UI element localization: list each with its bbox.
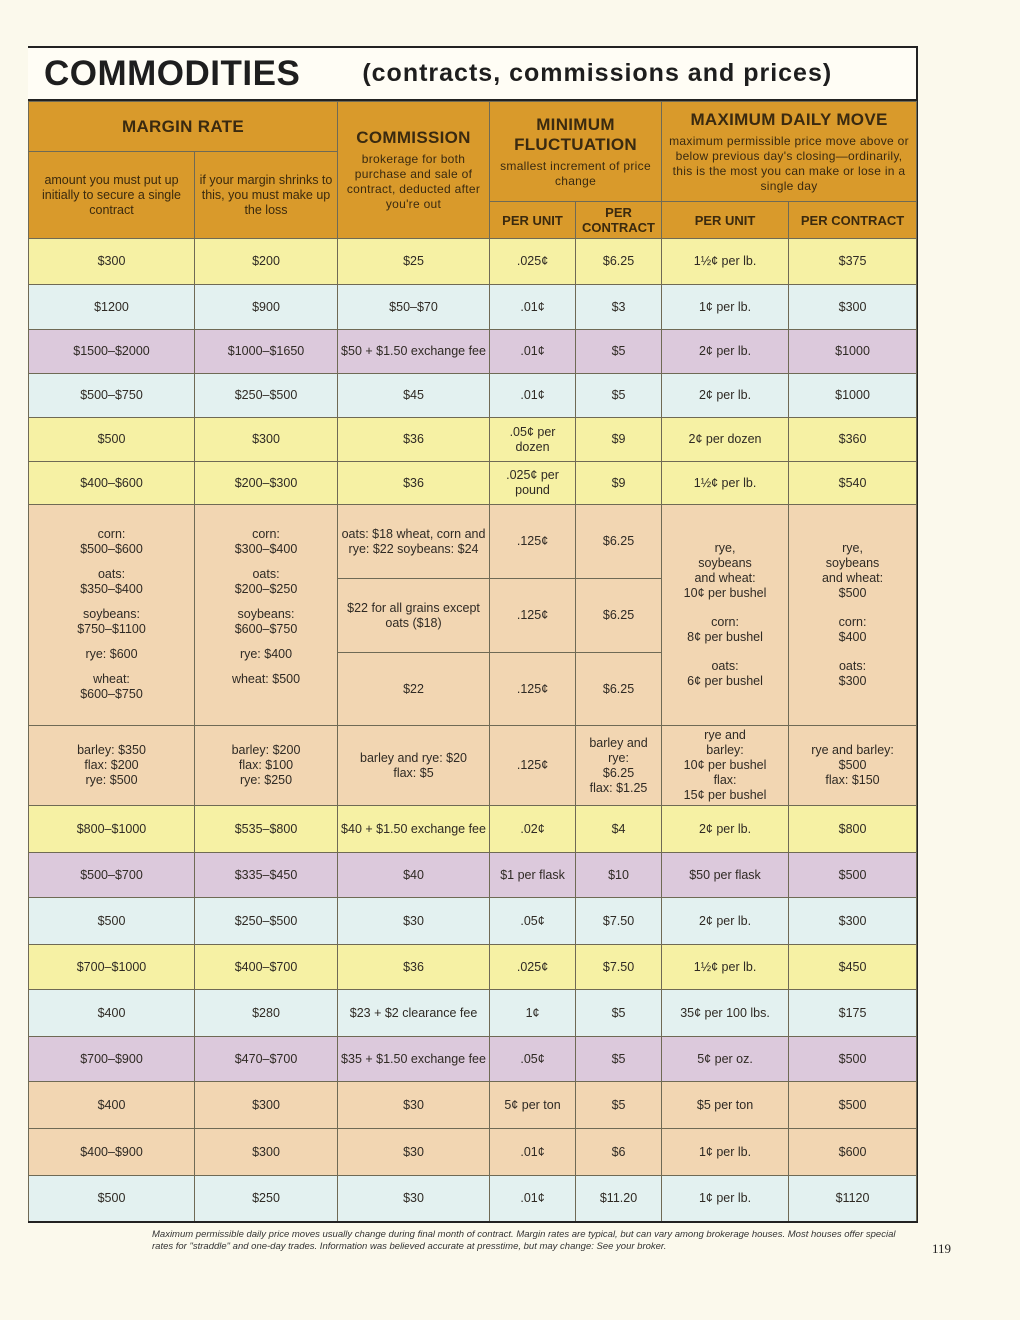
fluct-per-unit-cell: 1¢ (490, 990, 576, 1037)
fluct-per-unit-cell: .025¢ (490, 239, 576, 285)
fluct-per-contract-cell: $6.25 (576, 239, 662, 285)
margin-maintenance-cell: $400–$700 (195, 945, 338, 990)
min-fluct-header-title: MINIMUM FLUCTUATION (514, 114, 637, 154)
title-bar (28, 48, 916, 101)
commission-cell: $36 (338, 462, 490, 505)
cell-line: corn: (838, 614, 867, 629)
fluct-per-unit-cell: .125¢ (490, 653, 576, 726)
cell-line: $200–$250 (234, 582, 298, 596)
cell-line: $600–$750 (80, 687, 143, 701)
margin-initial-cell: $1500–$2000 (29, 330, 195, 374)
move-per-contract-cell: $375 (789, 239, 917, 285)
cell-line: rye, (714, 540, 736, 555)
fluct-per-contract-cell: $7.50 (576, 945, 662, 990)
cell-line: 10¢ per bushel (683, 585, 767, 600)
margin-initial-cell: $400–$600 (29, 462, 195, 505)
cell-line: flax: $5 (393, 765, 434, 780)
margin-initial-cell: $800–$1000 (29, 806, 195, 853)
commission-cell: oats: $18 wheat, corn and rye: $22 soybeans: $24 (338, 505, 490, 579)
move-per-contract-cell: $360 (789, 418, 917, 462)
fluct-per-unit-cell: .125¢ (490, 505, 576, 579)
cell-line: oats: (97, 567, 126, 581)
cell-line: rye, (842, 540, 863, 555)
commission-cell (338, 726, 490, 806)
margin-maintenance-cell: $280 (195, 990, 338, 1037)
commodities-table (28, 101, 917, 1223)
fluct-per-unit-cell: .01¢ (490, 285, 576, 330)
margin-maintenance-cell: $535–$800 (195, 806, 338, 853)
fluct-per-contract-cell: $5 (576, 1037, 662, 1082)
table-header (29, 102, 917, 239)
cell-line: flax: $150 (825, 773, 880, 787)
commission-header-desc: brokerage for both purchase and sale of contract, deducted after you're out (346, 152, 481, 211)
margin-maintenance-cell: $250 (195, 1176, 338, 1222)
move-per-unit-cell: 1½¢ per lb. (662, 462, 789, 505)
move-per-contract-cell: $800 (789, 806, 917, 853)
cell-line: wheat: (93, 672, 130, 686)
cell-line: $750–$1100 (77, 622, 146, 636)
fluct-per-unit-cell: .01¢ (490, 374, 576, 418)
fluct-per-contract-cell: $4 (576, 806, 662, 853)
cell-line: $500 (838, 758, 867, 772)
margin-maintenance-cell (195, 505, 338, 726)
table-row (29, 806, 917, 853)
move-per-contract-cell: $500 (789, 853, 917, 898)
fluct-per-contract-cell: $10 (576, 853, 662, 898)
margin-initial-cell: $500 (29, 418, 195, 462)
move-per-unit-cell: 1½¢ per lb. (662, 239, 789, 285)
commission-cell: $30 (338, 1082, 490, 1129)
table-row (29, 285, 917, 330)
cell-line: oats: (252, 567, 280, 581)
move-per-contract-cell: $450 (789, 945, 917, 990)
fluct-per-contract-cell: $6.25 (576, 653, 662, 726)
fluct-per-unit-cell: 5¢ per ton (490, 1082, 576, 1129)
page-title: COMMODITIES (44, 53, 301, 93)
move-per-unit-cell (662, 505, 789, 726)
commission-header (338, 102, 490, 239)
move-per-contract-cell: $600 (789, 1129, 917, 1176)
fluct-per-contract-cell: $5 (576, 374, 662, 418)
commission-cell: $40 (338, 853, 490, 898)
table-row (29, 505, 917, 579)
cell-line: barley: $200 (231, 743, 301, 757)
move-per-unit-cell: 2¢ per dozen (662, 418, 789, 462)
fluct-per-contract-cell: $11.20 (576, 1176, 662, 1222)
move-per-contract-cell: $540 (789, 462, 917, 505)
move-per-unit-cell: 2¢ per lb. (662, 806, 789, 853)
cell-line: 6¢ per bushel (687, 673, 763, 688)
fluct-per-unit-cell: .025¢ (490, 945, 576, 990)
cell-line: rye and (704, 728, 746, 742)
table-row (29, 418, 917, 462)
move-per-contract-header: PER CONTRACT (789, 202, 917, 239)
table-row (29, 1037, 917, 1082)
table-row (29, 374, 917, 418)
move-per-unit-cell: 1½¢ per lb. (662, 945, 789, 990)
cell-line: barley and rye: $20 (360, 750, 468, 765)
cell-line: $300 (838, 673, 867, 688)
cell-line: and wheat: (821, 570, 884, 585)
table-row (29, 1129, 917, 1176)
move-per-contract-cell: $175 (789, 990, 917, 1037)
fluct-per-unit-cell: .05¢ per dozen (490, 418, 576, 462)
margin-initial-cell: $500 (29, 1176, 195, 1222)
max-move-header-title: MAXIMUM DAILY MOVE (690, 109, 888, 129)
fluct-per-unit-header: PER UNIT (490, 202, 576, 239)
move-per-contract-cell: $500 (789, 1082, 917, 1129)
commission-cell: $30 (338, 1129, 490, 1176)
footnote: Maximum permissible daily price moves usually change during final month of contract. Margin rates are typical, but can vary among brokerage houses. Most houses offer special rates for "straddle" and one-day trades. Information was believed accurate at presstime, but may change: See your broker. (152, 1229, 896, 1252)
table-row (29, 1082, 917, 1129)
fluct-per-unit-cell: .025¢ per pound (490, 462, 576, 505)
margin-initial-cell: $500–$750 (29, 374, 195, 418)
cell-line: wheat: $500 (231, 672, 301, 686)
move-per-unit-cell: $5 per ton (662, 1082, 789, 1129)
fluct-per-contract-cell: $5 (576, 1082, 662, 1129)
fluct-per-contract-cell: $6.25 (576, 505, 662, 579)
move-per-unit-cell: 2¢ per lb. (662, 374, 789, 418)
move-per-unit-cell: 35¢ per 100 lbs. (662, 990, 789, 1037)
move-per-unit-cell: 2¢ per lb. (662, 898, 789, 945)
cell-line: flax: (713, 773, 737, 787)
fluct-per-unit-cell: .05¢ (490, 898, 576, 945)
move-per-unit-cell: 1¢ per lb. (662, 285, 789, 330)
fluct-per-contract-cell: $3 (576, 285, 662, 330)
fluct-per-contract-cell: $5 (576, 990, 662, 1037)
margin-initial-cell (29, 505, 195, 726)
cell-line: oats: (838, 658, 867, 673)
fluct-per-unit-cell: .01¢ (490, 1129, 576, 1176)
cell-line: 15¢ per bushel (683, 788, 767, 802)
cell-line: $600–$750 (234, 622, 298, 636)
move-per-unit-cell (662, 726, 789, 806)
table-row (29, 853, 917, 898)
fluct-per-unit-cell: .02¢ (490, 806, 576, 853)
margin-initial-cell: $700–$900 (29, 1037, 195, 1082)
margin-maintenance-header: if your margin shrinks to this, you must make up the loss (195, 152, 338, 239)
margin-maintenance-cell: $335–$450 (195, 853, 338, 898)
cell-line: rye: $600 (85, 647, 138, 661)
margin-initial-cell: $500 (29, 898, 195, 945)
margin-initial-cell: $400 (29, 1082, 195, 1129)
cell-line: soybeans: (237, 607, 295, 621)
move-per-contract-cell: $1120 (789, 1176, 917, 1222)
cell-line: flax: $200 (84, 758, 139, 772)
cell-line: $500 (838, 585, 867, 600)
move-per-unit-cell: $50 per flask (662, 853, 789, 898)
margin-rate-header: MARGIN RATE (29, 102, 338, 152)
cell-line: oats: (711, 658, 739, 673)
margin-maintenance-cell: $250–$500 (195, 374, 338, 418)
cell-line: flax: $1.25 (589, 780, 648, 795)
commission-cell: $36 (338, 945, 490, 990)
cell-line: $300–$400 (234, 542, 298, 556)
table-row (29, 726, 917, 806)
fluct-per-contract-cell: $9 (576, 418, 662, 462)
commission-cell: $35 + $1.50 exchange fee (338, 1037, 490, 1082)
min-fluct-header-desc: smallest increment of price change (500, 158, 651, 188)
cell-line: soybeans: (83, 607, 140, 621)
commission-cell: $40 + $1.50 exchange fee (338, 806, 490, 853)
table-row (29, 330, 917, 374)
commodities-page (28, 46, 918, 1223)
table-body (29, 239, 917, 1222)
cell-line: corn: (97, 527, 126, 541)
cell-line: $400 (838, 629, 867, 644)
move-per-contract-cell: $1000 (789, 330, 917, 374)
fluct-per-unit-cell: .125¢ (490, 579, 576, 653)
move-per-unit-cell: 5¢ per oz. (662, 1037, 789, 1082)
margin-maintenance-cell (195, 726, 338, 806)
commission-cell: $36 (338, 418, 490, 462)
move-per-unit-cell: 1¢ per lb. (662, 1129, 789, 1176)
move-per-contract-cell: $300 (789, 285, 917, 330)
margin-maintenance-cell: $300 (195, 1082, 338, 1129)
table-row (29, 1176, 917, 1222)
cell-line: barley and (589, 735, 648, 750)
commission-header-title: COMMISSION (356, 128, 471, 147)
max-move-header (662, 102, 917, 202)
cell-line: rye: (608, 750, 629, 765)
commission-cell: $22 for all grains except oats ($18) (338, 579, 490, 653)
table-row (29, 990, 917, 1037)
margin-initial-cell: $400–$900 (29, 1129, 195, 1176)
margin-maintenance-cell: $200–$300 (195, 462, 338, 505)
min-fluct-header (490, 102, 662, 202)
move-per-unit-header: PER UNIT (662, 202, 789, 239)
cell-line: barley: $350 (77, 743, 146, 757)
cell-line: corn: (711, 614, 739, 629)
commission-cell: $45 (338, 374, 490, 418)
cell-line: soybeans (698, 555, 752, 570)
margin-initial-cell: $400 (29, 990, 195, 1037)
fluct-per-contract-header: PER CONTRACT (576, 202, 662, 239)
margin-maintenance-cell: $200 (195, 239, 338, 285)
commission-cell: $50 + $1.50 exchange fee (338, 330, 490, 374)
fluct-per-unit-cell: .01¢ (490, 1176, 576, 1222)
margin-initial-cell: $300 (29, 239, 195, 285)
commission-cell: $22 (338, 653, 490, 726)
cell-line: soybeans (825, 555, 880, 570)
commission-cell: $50–$70 (338, 285, 490, 330)
margin-initial-header: amount you must put up initially to secure a single contract (29, 152, 195, 239)
fluct-per-unit-cell: .05¢ (490, 1037, 576, 1082)
fluct-per-unit-cell: $1 per flask (490, 853, 576, 898)
fluct-per-contract-cell (576, 726, 662, 806)
cell-line: barley: (706, 743, 744, 757)
table-row (29, 239, 917, 285)
cell-line: rye and barley: (811, 743, 894, 757)
fluct-per-contract-cell: $5 (576, 330, 662, 374)
cell-line: rye: $500 (85, 773, 138, 787)
table-row (29, 898, 917, 945)
cell-line: $500–$600 (80, 542, 143, 556)
cell-line: $6.25 (602, 765, 635, 780)
margin-maintenance-cell: $470–$700 (195, 1037, 338, 1082)
margin-initial-cell (29, 726, 195, 806)
commission-cell: $23 + $2 clearance fee (338, 990, 490, 1037)
move-per-unit-cell: 2¢ per lb. (662, 330, 789, 374)
commission-cell: $30 (338, 1176, 490, 1222)
cell-line: $350–$400 (80, 582, 143, 596)
margin-initial-cell: $700–$1000 (29, 945, 195, 990)
table-row (29, 462, 917, 505)
fluct-per-unit-cell: .01¢ (490, 330, 576, 374)
fluct-per-contract-cell: $6.25 (576, 579, 662, 653)
page-subtitle: (contracts, commissions and prices) (362, 59, 833, 87)
move-per-unit-cell: 1¢ per lb. (662, 1176, 789, 1222)
cell-line: rye: $400 (239, 647, 293, 661)
move-per-contract-cell: $1000 (789, 374, 917, 418)
commission-cell: $30 (338, 898, 490, 945)
cell-line: 8¢ per bushel (687, 629, 763, 644)
cell-line: flax: $100 (238, 758, 294, 772)
move-per-contract-cell (789, 505, 917, 726)
fluct-per-contract-cell: $6 (576, 1129, 662, 1176)
margin-maintenance-cell: $900 (195, 285, 338, 330)
max-move-header-desc: maximum permissible price move above or below previous day's closing—ordinarily, this is the most you can make or lose in a single day (669, 133, 909, 193)
fluct-per-contract-cell: $7.50 (576, 898, 662, 945)
margin-initial-cell: $500–$700 (29, 853, 195, 898)
margin-maintenance-cell: $300 (195, 1129, 338, 1176)
cell-line: and wheat: (694, 570, 756, 585)
move-per-contract-cell: $500 (789, 1037, 917, 1082)
cell-line: corn: (252, 527, 280, 541)
move-per-contract-cell: $300 (789, 898, 917, 945)
move-per-contract-cell (789, 726, 917, 806)
commission-cell: $25 (338, 239, 490, 285)
page-number: 119 (932, 1241, 952, 1256)
fluct-per-unit-cell: .125¢ (490, 726, 576, 806)
table-row (29, 945, 917, 990)
cell-line: rye: $250 (239, 773, 293, 787)
fluct-per-contract-cell: $9 (576, 462, 662, 505)
cell-line: 10¢ per bushel (683, 758, 767, 772)
margin-maintenance-cell: $300 (195, 418, 338, 462)
margin-maintenance-cell: $1000–$1650 (195, 330, 338, 374)
margin-maintenance-cell: $250–$500 (195, 898, 338, 945)
margin-initial-cell: $1200 (29, 285, 195, 330)
